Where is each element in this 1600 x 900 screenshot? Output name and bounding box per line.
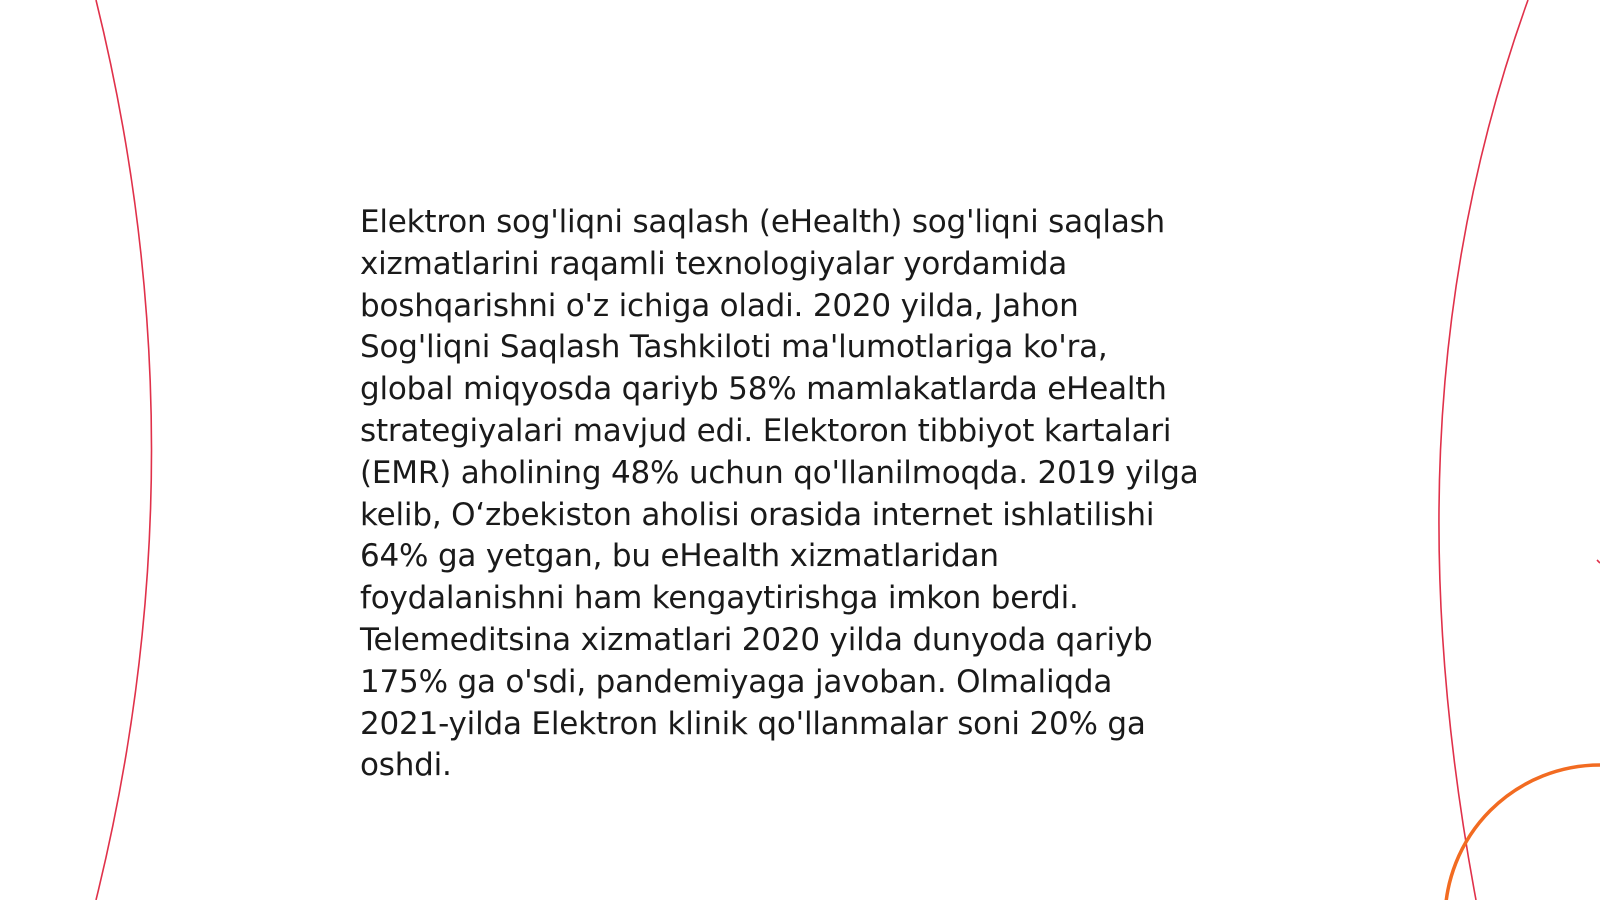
orange-circle-outline — [1445, 765, 1600, 900]
right-curve-line — [1439, 0, 1528, 900]
body-paragraph: Elektron sog'liqni saqlash (eHealth) sog'liqni saqlash xizmatlarini raqamli texnologiyalar yordamida boshqarishni o'z ichiga oladi. 2020 yilda, Jahon Sog'liqni Saqlash Tashkiloti ma'lumotlariga ko'ra, global miqyosda qariyb 58% mamlakatlarda eHealth strategiyalari mavjud edi. Elektoron tibbiyot kartalari (EMR) aholining 48% uchun qo'llanilmoqda. 2019 yilga kelib, O‘zbekiston aholisi orasida internet ishlatilishi 64% ga yetgan, bu eHealth xizmatlaridan foydalanishni ham kengaytirishga imkon berdi. Telemeditsina xizmatlari 2020 yilda dunyoda qariyb 175% ga o'sdi, pandemiyaga javoban. Olmaliqda 2021-yilda Elektron klinik qo'llanmalar soni 20% ga oshdi. — [360, 204, 1199, 784]
left-curve-line — [96, 0, 152, 900]
